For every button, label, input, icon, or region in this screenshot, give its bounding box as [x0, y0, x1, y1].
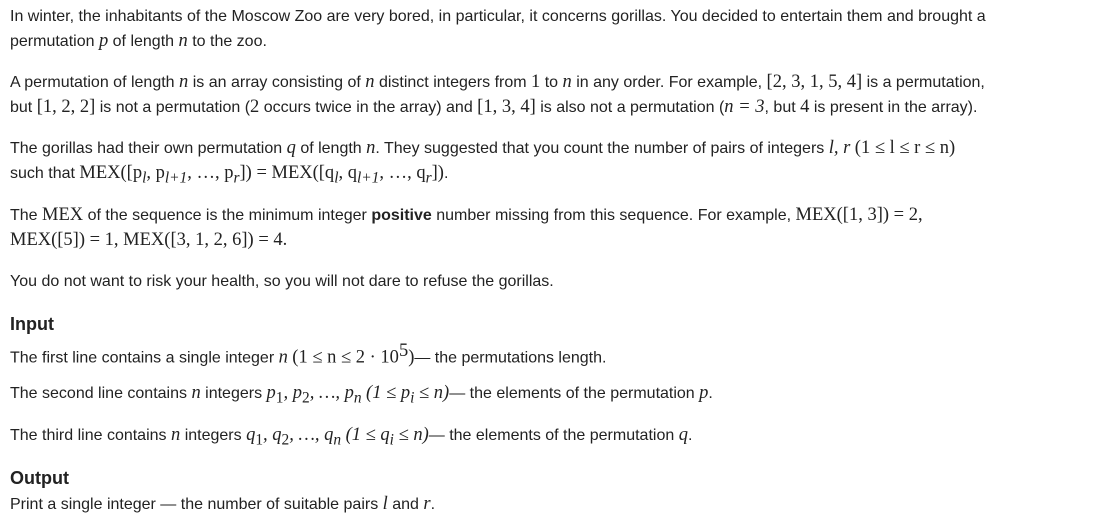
- output-line: Print a single integer — the number of suitable pairs l and r.: [10, 494, 436, 514]
- output-heading: Output: [10, 468, 69, 488]
- paragraph-health: You do not want to risk your health, so you will not dare to refuse the gorillas.: [10, 273, 554, 290]
- paragraph-intro: In winter, the inhabitants of the Moscow Zoo are very bored, in particular, it concerns gorillas. You decided to entertain them and brought a permutation p of length n to the zoo.: [10, 8, 986, 51]
- paragraph-permutation-definition: A permutation of length n is an array consisting of n distinct integers from 1 to n in any order. For example, [2, 3, 1, 5, 4] is a permutation, but [1, 2, 2] is not a permutation (2 occurs twice in the array) and [1, 3, 4] is also not a permutation (n = 3, but 4 is present in the array).: [10, 72, 985, 117]
- input-line-1: The first line contains a single integer n $(1 \le n \le 2 \cdot 10^5)—$ the permutations length.: [10, 341, 607, 368]
- math-n: n: [178, 31, 188, 51]
- input-heading: Input: [10, 314, 54, 334]
- mex-equation: $MEX([p_l$, $p_{l+1}$, …, $p_r]) = MEX([q_l$, $q_{l+1}$, …, $q_r$]): [79, 163, 444, 187]
- paragraph-mex-definition: The MEX of the sequence is the minimum integer positive number missing from this sequence. For example, MEX([1, 3]) = 2, MEX([5]) = 1, MEX([3, 1, 2, 6]) = 4.: [10, 205, 923, 250]
- math-p: p: [98, 31, 109, 51]
- input-line-2: The second line contains n integers $p_1$, $p_2$, …, $p_n$ ($1 \le p_i$ ≤ n)— the elements of the permutation p.: [10, 383, 713, 407]
- input-line-3: The third line contains n integers $q_1$, $q_2$, …, $q_n$ ($1 \le q_i$ ≤ n)— the elements of the permutation q.: [10, 425, 693, 449]
- paragraph-task: The gorillas had their own permutation q of length n. They suggested that you count the number of pairs of integers l, r (1 ≤ l ≤ r ≤ n) such that $MEX([p_l$, $p_{l+1}$, …, $p_r]) = MEX([q_l$, $q_{l+1}$, …, $q_r$]).: [10, 138, 956, 187]
